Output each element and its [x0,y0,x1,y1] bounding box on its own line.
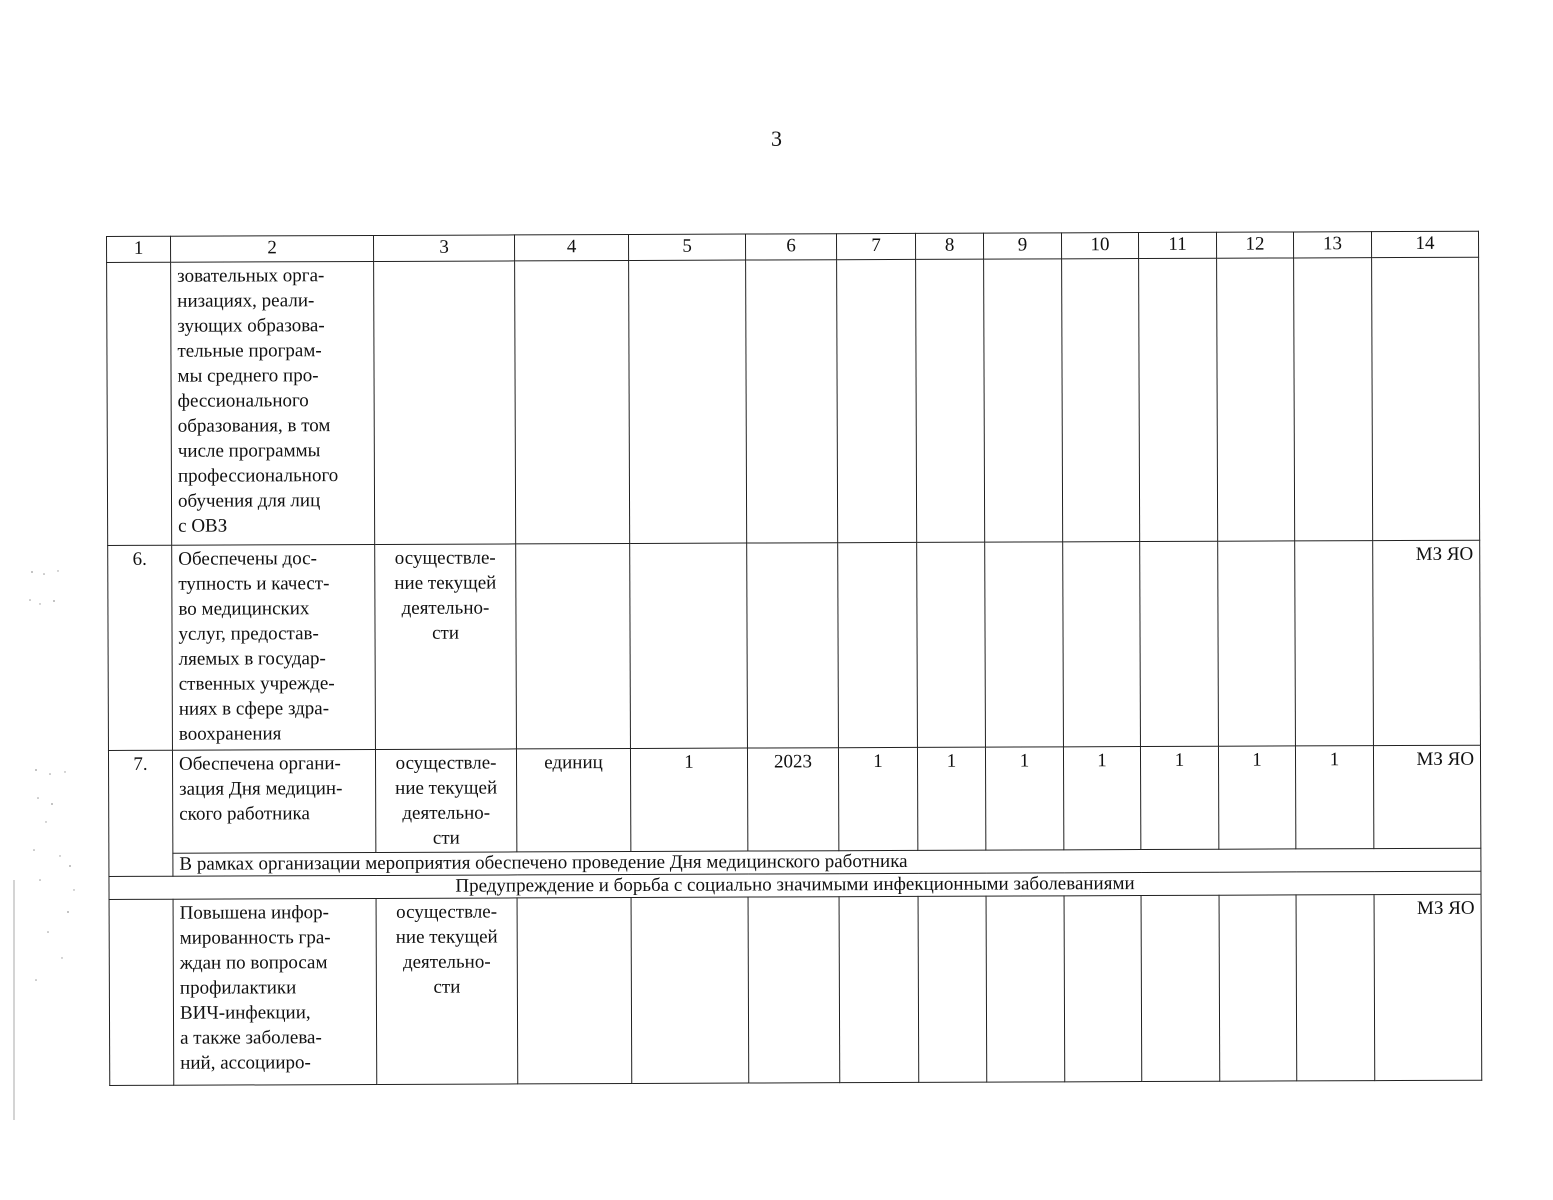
column-header: 11 [1138,232,1216,258]
column-header: 7 [836,233,915,259]
row-number: 7. [108,750,172,876]
implementation-mode: осуществле- ние текущей деятельно- сти [376,898,518,1085]
empty-cell [1217,258,1295,541]
result-description: Обеспечены дос- тупность и качест- во медицинских услуг, предостав- ляемых в государ- ственных учрежде- ниях в сфере здра- воохранения [172,544,376,750]
row-number: 6. [108,545,173,750]
empty-cell [1139,258,1218,541]
target-value: 1 [1140,746,1218,849]
row-number-cell [109,899,174,1085]
column-header: 6 [745,234,836,260]
scan-noise-marks [10,560,90,1120]
empty-cell [1296,895,1375,1081]
column-header: 3 [373,235,514,262]
empty-cell [515,260,630,543]
empty-cell [1372,257,1480,540]
empty-cell [746,260,838,543]
empty-cell [916,259,985,542]
empty-cell [1140,541,1219,746]
target-value: 1 [1063,747,1140,850]
target-value: 1 [917,747,985,850]
result-description: Повышена инфор- мированность гра- ждан по вопросам профилактики ВИЧ-инфекции, а также заболева- ний, ассоцииро- [173,898,377,1085]
empty-cell [631,897,749,1083]
unit-of-measure: единиц [516,748,630,851]
result-description: Обеспечена органи- зация Дня медицин- ского работника [172,749,375,853]
page-number: 3 [771,126,782,151]
table-row [107,257,1480,545]
responsible-executor: МЗ ЯО [1373,540,1481,745]
base-value: 1 [630,748,747,851]
empty-cell [1218,541,1296,746]
column-header: 4 [514,234,628,260]
empty-cell [1064,896,1142,1082]
column-header: 12 [1216,232,1293,258]
target-value: 1 [1218,746,1295,849]
responsible-executor: МЗ ЯО [1374,894,1482,1080]
row-note: В рамках организации мероприятия обеспечено проведение Дня медицинского работника [173,848,1481,876]
empty-cell [918,896,987,1082]
empty-cell [839,896,919,1082]
table-row-7 [108,745,1480,853]
empty-cell [748,897,840,1083]
empty-cell [1141,895,1220,1081]
target-value: 1 [985,747,1063,850]
section-title: Предупреждение и борьба с социально значимыми инфекционными заболеваниями [109,871,1481,899]
column-header: 14 [1371,231,1478,257]
empty-cell [630,543,748,748]
empty-cell [917,542,986,747]
row-number-cell [107,262,172,545]
empty-cell [838,542,918,747]
empty-cell [1063,542,1141,747]
column-header: 5 [628,234,745,260]
column-header: 10 [1061,233,1138,259]
implementation-mode: осуществле- ние текущей деятельно- сти [375,544,517,750]
empty-cell [986,896,1065,1082]
empty-cell [837,259,917,542]
column-header: 13 [1293,232,1371,258]
table-row [109,894,1482,1085]
responsible-executor: МЗ ЯО [1373,745,1480,848]
empty-cell [1295,541,1374,746]
empty-cell [517,897,632,1083]
empty-cell [1219,895,1297,1081]
empty-cell [984,259,1063,542]
column-header: 1 [107,236,171,262]
target-value: 1 [1295,746,1373,849]
measures-table [106,231,1482,1086]
implementation-mode: осуществле- ние текущей деятельно- сти [375,749,516,853]
column-header: 2 [171,235,374,262]
empty-cell [747,543,839,748]
table-row-6 [108,540,1481,750]
column-header: 9 [983,233,1061,259]
empty-cell [374,261,516,545]
empty-cell [1294,258,1373,541]
column-header: 8 [915,233,983,259]
empty-cell [985,542,1064,747]
base-year: 2023 [747,748,838,851]
empty-cell [629,260,747,543]
empty-cell [516,543,631,748]
empty-cell [1062,259,1140,542]
target-value: 1 [838,747,917,850]
result-description: зовательных орга- низациях, реали- зующих образова- тельные програм- мы среднего про- фессионального образования, в том числе программы профессионального обучения для лиц с ОВЗ [171,261,375,545]
